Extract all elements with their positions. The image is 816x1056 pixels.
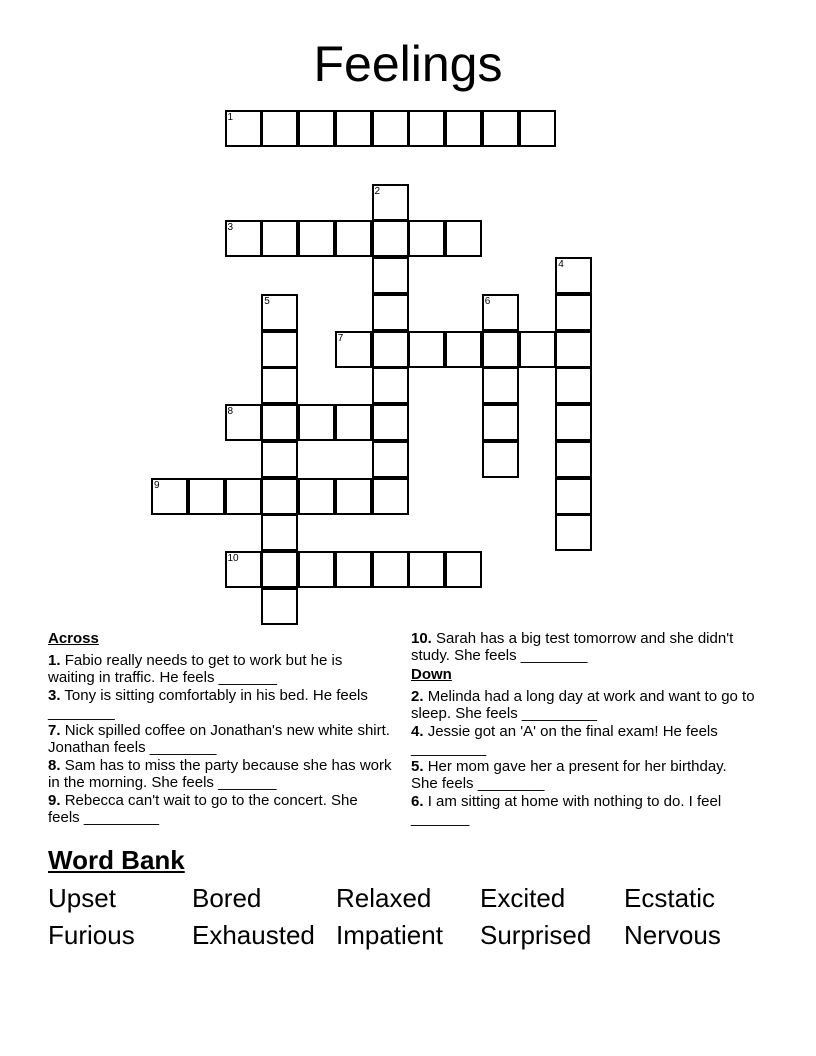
crossword-cell[interactable] (298, 220, 335, 257)
clue-number: 8 (227, 406, 234, 417)
crossword-cell[interactable] (482, 331, 519, 368)
word-bank-title: Word Bank (48, 845, 185, 875)
crossword-cell[interactable] (372, 331, 409, 368)
crossword-cell[interactable] (225, 551, 262, 588)
crossword-cell[interactable] (408, 331, 445, 368)
word-bank-item: Impatient (336, 920, 443, 950)
crossword-cell[interactable] (261, 478, 298, 515)
crossword-cell[interactable] (372, 478, 409, 515)
crossword-cell[interactable] (225, 404, 262, 441)
crossword-cell[interactable] (261, 441, 298, 478)
crossword-cell[interactable] (298, 404, 335, 441)
down-heading: Down (411, 666, 452, 683)
clue-number: 6 (484, 295, 491, 307)
crossword-cell[interactable] (225, 478, 262, 515)
crossword-cell[interactable] (335, 220, 372, 257)
crossword-cell[interactable] (261, 294, 298, 331)
crossword-cell[interactable] (151, 478, 188, 515)
crossword-cell[interactable] (298, 478, 335, 515)
clue-number: 2 (374, 185, 381, 197)
clue-number: 4 (558, 259, 564, 270)
crossword-cell[interactable] (555, 478, 592, 515)
crossword-cell[interactable] (188, 478, 225, 515)
clue-across-8: 8. Sam has to miss the party because she has work in the morning. She feels _______ (48, 757, 392, 791)
word-bank-item: Excited (480, 883, 566, 913)
word-bank-item: Ecstatic (624, 883, 716, 913)
clue-across-1: 1. Fabio really needs to get to work but he is waiting in traffic. He feels _______ (48, 652, 343, 686)
crossword-cell[interactable] (555, 441, 592, 478)
word-bank-item: Upset (48, 883, 116, 913)
across-heading: Across (48, 630, 99, 647)
crossword-cell[interactable] (225, 110, 262, 147)
crossword-cell[interactable] (261, 551, 298, 588)
clue-number: 10 (227, 553, 239, 564)
crossword-cell[interactable] (408, 220, 445, 257)
word-bank-item: Relaxed (336, 883, 432, 913)
crossword-cell[interactable] (482, 404, 519, 441)
clue-number: 1 (227, 112, 234, 123)
crossword-cell[interactable] (482, 110, 519, 147)
crossword-cell[interactable] (445, 331, 482, 368)
clue-number: 7 (337, 332, 344, 344)
crossword-cell[interactable] (261, 404, 298, 441)
crossword-cell[interactable] (555, 294, 592, 331)
crossword-cell[interactable] (445, 220, 482, 257)
crossword-cell[interactable] (335, 110, 372, 147)
crossword-cell[interactable] (372, 257, 409, 294)
crossword-cell[interactable] (519, 110, 556, 147)
crossword-cell[interactable] (372, 551, 409, 588)
crossword-cell[interactable] (482, 441, 519, 478)
word-bank-item: Surprised (480, 920, 592, 950)
crossword-cell[interactable] (555, 257, 592, 294)
crossword-cell[interactable] (555, 514, 592, 551)
clues-left-column (48, 630, 393, 827)
clue-down-5: 5. Her mom gave her a present for her birthday. She feels ________ (411, 758, 727, 792)
crossword-cell[interactable] (408, 551, 445, 588)
crossword-cell[interactable] (372, 294, 409, 331)
word-bank-item: Nervous (624, 920, 721, 950)
clue-down-4: 4. Jessie got an 'A' on the final exam! He feels _________ (411, 723, 718, 757)
crossword-cell[interactable] (408, 110, 445, 147)
crossword-cell[interactable] (225, 220, 262, 257)
crossword-grid (151, 110, 593, 626)
crossword-cell[interactable] (372, 441, 409, 478)
clue-down-6: 6. I am sitting at home with nothing to do. I feel _______ (411, 793, 722, 827)
crossword-cell[interactable] (261, 331, 298, 368)
clue-down-2: 2. Melinda had a long day at work and want to go to sleep. She feels _________ (411, 688, 755, 722)
crossword-cell[interactable] (372, 110, 409, 147)
clue-number: 5 (264, 295, 270, 307)
crossword-cell[interactable] (335, 404, 372, 441)
crossword-cell[interactable] (261, 367, 298, 404)
crossword-cell[interactable] (555, 367, 592, 404)
crossword-cell[interactable] (372, 404, 409, 441)
crossword-cell[interactable] (555, 331, 592, 368)
clue-across-7: 7. Nick spilled coffee on Jonathan's new white shirt. Jonathan feels ________ (48, 722, 390, 756)
word-bank (48, 880, 788, 954)
word-bank-item: Furious (48, 920, 135, 950)
clue-across-10: 10. Sarah has a big test tomorrow and she didn't study. She feels ________ (411, 630, 734, 664)
crossword-cell[interactable] (445, 110, 482, 147)
crossword-cell[interactable] (261, 110, 298, 147)
word-bank-item: Bored (192, 883, 262, 913)
crossword-cell[interactable] (372, 220, 409, 257)
crossword-cell[interactable] (372, 184, 409, 221)
page-title: Feelings (313, 36, 503, 92)
crossword-cell[interactable] (298, 110, 335, 147)
clue-across-3: 3. Tony is sitting comfortably in his bed. He feels ________ (48, 687, 368, 721)
crossword-cell[interactable] (445, 551, 482, 588)
crossword-cell[interactable] (482, 294, 519, 331)
crossword-cell[interactable] (261, 514, 298, 551)
clues-right-column (411, 630, 756, 828)
crossword-cell[interactable] (261, 588, 298, 625)
clue-number: 9 (154, 479, 160, 491)
crossword-cell[interactable] (555, 404, 592, 441)
crossword-cell[interactable] (519, 331, 556, 368)
word-bank-item: Exhausted (192, 920, 315, 950)
crossword-cell[interactable] (482, 367, 519, 404)
crossword-cell[interactable] (335, 478, 372, 515)
crossword-cell[interactable] (298, 551, 335, 588)
clue-across-9: 9. Rebecca can't wait to go to the concert. She feels _________ (48, 792, 358, 826)
crossword-cell[interactable] (261, 220, 298, 257)
clue-number: 3 (227, 222, 234, 234)
crossword-cell[interactable] (335, 551, 372, 588)
crossword-cell[interactable] (335, 331, 372, 368)
crossword-cell[interactable] (372, 367, 409, 404)
